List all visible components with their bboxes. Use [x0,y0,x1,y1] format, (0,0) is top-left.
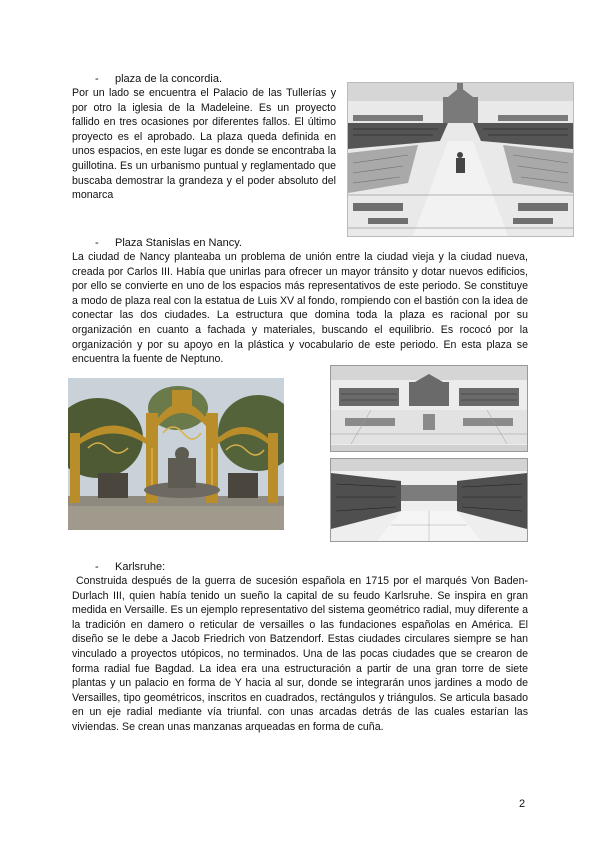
heading-karlsruhe [95,560,165,574]
heading-nancy-text: Plaza Stanislas en Nancy. [115,237,242,249]
paragraph-concordia: Por un lado se encuentra el Palacio de las Tullerías y por otro la iglesia de la Madeleine. Es un proyecto fallido en tres ocasiones por diferentes fallos. El último proyecto es el aprobado. La plaza queda definida en unos espacios, en este lugar es donde se encontraba la guillotina. Es un urbanismo puntual y reglamentado que buscaba demostrar la grandeza y el poder absoluto del monarca [72,87,336,202]
image-concordia-engraving [347,82,574,237]
bullet-dash: - [95,237,99,249]
image-nancy-engraving-2 [330,458,528,542]
paragraph-karlsruhe: Construida después de la guerra de sucesión española en 1715 por el marqués Von Baden-Durlach III, quien había tenido un sueño la capital de su feudo Karlsruhe. Se inspira en gran medida en Versaille. Es un ejemplo representativo del sistema geométrico radial, muy diferente a la tradición en damero o reticular de versailles o las fundaciones españolas en América. El diseño se le debe a Jacob Friedrich von Batzendorf. Estas ciudades circulares siempre se han vinculado a proyectos utópicos, no terminados. Una de las pocas ciudades que se crearon de forma radial fue Bagdad. La idea era una estructuración a partir de una gran torre de siete plantas y un palacio en forma de Y hacia al sur, donde se integrarán unos jardines a modo de Versailles, tipo geométricos, inscritos en cuadrados, rectángulos y triángulos. Se articula basado en un eje radial mediante vía triunfal. con unas arcadas detrás de las cuales estarían las viviendas. Se crean unas manzanas arqueadas en forma de cuña. [72,575,528,733]
page-number: 2 [519,798,526,810]
image-nancy-gates-photo [68,378,284,530]
heading-karlsruhe-text: Karlsruhe: [115,561,166,573]
image-nancy-engraving-1 [330,365,528,452]
heading-concordia-text: plaza de la concordia. [115,73,223,85]
heading-nancy [95,236,242,250]
bullet-dash: - [95,73,99,85]
paragraph-nancy: La ciudad de Nancy planteaba un problema de unión entre la ciudad vieja y la ciudad nueva, creada por Carlos III. Había que unirlas para ofrecer un mayor tránsito y dotar nuevos edificios, por ello se convierte en uno de los espacios más representativos de este periodo. Se constituye a modo de plaza real con la estatua de Luis XV al fondo, rompiendo con el bastión con la idea de conectar las dos ciudades. La estructura que domina toda la plaza es racional por su organización en cuanto a fachada y materiales, buscando el equilibrio. Es rococó por la organización y por su apoyo en la plástica y vocabulario de este periodo. En esta plaza se encuentra la fuente de Neptuno. [72,251,528,366]
heading-concordia [95,72,222,86]
bullet-dash: - [95,561,99,573]
